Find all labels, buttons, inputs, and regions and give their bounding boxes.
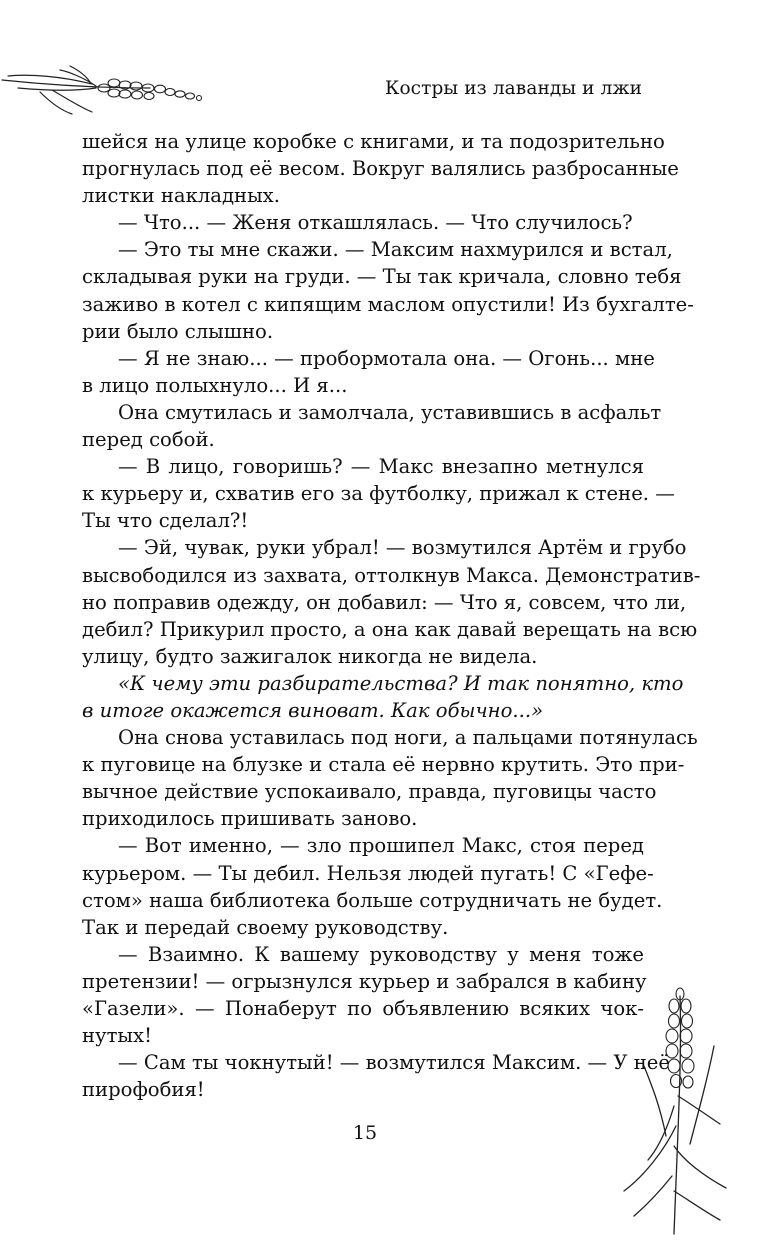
text-line: Так и передай своему руководству.: [82, 915, 449, 939]
text-line: стом» наша библиотека больше сотрудничать не будет.: [82, 888, 663, 912]
text-line: — Что... — Женя откашлялась. — Что случилось?: [118, 211, 633, 235]
text-line: претензии! — огрызнулся курьер и забрался в кабину: [82, 969, 647, 993]
text-line: «К чему эти разбирательства? И так понятно, кто: [118, 671, 684, 695]
text-line: «Газели». — Понаберут по объявлению всяких чок-: [82, 997, 644, 1020]
text-line: дебил? Прикурил просто, а она как давай верещать на всю: [82, 617, 698, 641]
text-line: — Я не знаю... — пробормотала она. — Огонь... мне: [118, 346, 655, 370]
text-line: прогнулась под её весом. Вокруг валялись разбросанные: [82, 157, 679, 181]
page-number: 15: [352, 1122, 378, 1144]
text-line: Ты что сделал?!: [82, 509, 249, 533]
text-line: к пуговице на блузке и стала её нервно крутить. Это при-: [82, 753, 685, 777]
text-line: — Сам ты чокнутый! — возмутился Максим. — У неё: [118, 1051, 671, 1075]
text-line: но поправив одежду, он добавил: — Что я, совсем, что ли,: [82, 590, 687, 614]
text-line: шейся на улице коробке с книгами, и та подозрительно: [82, 130, 665, 153]
text-line: — Это ты мне скажи. — Максим нахмурился и встал,: [118, 238, 673, 262]
page-body-text: [82, 128, 701, 1103]
text-line: заживо в котел с кипящим маслом опустили! Из бухгалте-: [82, 292, 694, 316]
text-line: высвободился из захвата, оттолкнув Макса. Демонстратив-: [82, 563, 701, 587]
text-line: нутых!: [82, 1024, 152, 1048]
text-line: курьером. — Ты дебил. Нельзя людей пугать! С «Гефе-: [82, 861, 654, 885]
text-line: — Вот именно, — зло прошипел Макс, стоя перед: [118, 834, 644, 858]
text-line: пирофобия!: [82, 1078, 205, 1102]
text-line: складывая руки на груди. — Ты так кричала, словно тебя: [82, 265, 682, 289]
text-line: — Взаимно. К вашему руководству у меня тоже: [118, 942, 644, 966]
text-line: вычное действие успокаивало, правда, пуговицы часто: [82, 780, 657, 804]
text-line: рии было слышно.: [82, 319, 274, 343]
text-line: перед собой.: [82, 428, 215, 452]
text-line: к курьеру и, схватив его за футболку, прижал к стене. —: [82, 482, 675, 506]
text-line: улицу, будто зажигалок никогда не видела.: [82, 644, 538, 668]
text-line: Она смутилась и замолчала, уставившись в асфальт: [118, 400, 662, 424]
text-line: — В лицо, говоришь? — Макс внезапно метнулся: [118, 455, 644, 479]
lavender-sprig-bottom-icon: [604, 976, 754, 1236]
text-line: — Эй, чувак, руки убрал! — возмутился Артём и грубо: [118, 536, 687, 560]
running-header-title: Костры из лаванды и лжи: [385, 78, 642, 99]
text-line: в лицо полыхнуло... И я...: [82, 373, 348, 397]
text-line: в итоге окажется виноват. Как обычно...»: [82, 698, 544, 722]
text-line: приходилось пришивать заново.: [82, 807, 418, 831]
text-line: Она снова уставилась под ноги, а пальцами потянулась: [118, 726, 698, 750]
lavender-sprig-top-icon: [0, 58, 205, 120]
text-line: листки накладных.: [82, 184, 280, 208]
